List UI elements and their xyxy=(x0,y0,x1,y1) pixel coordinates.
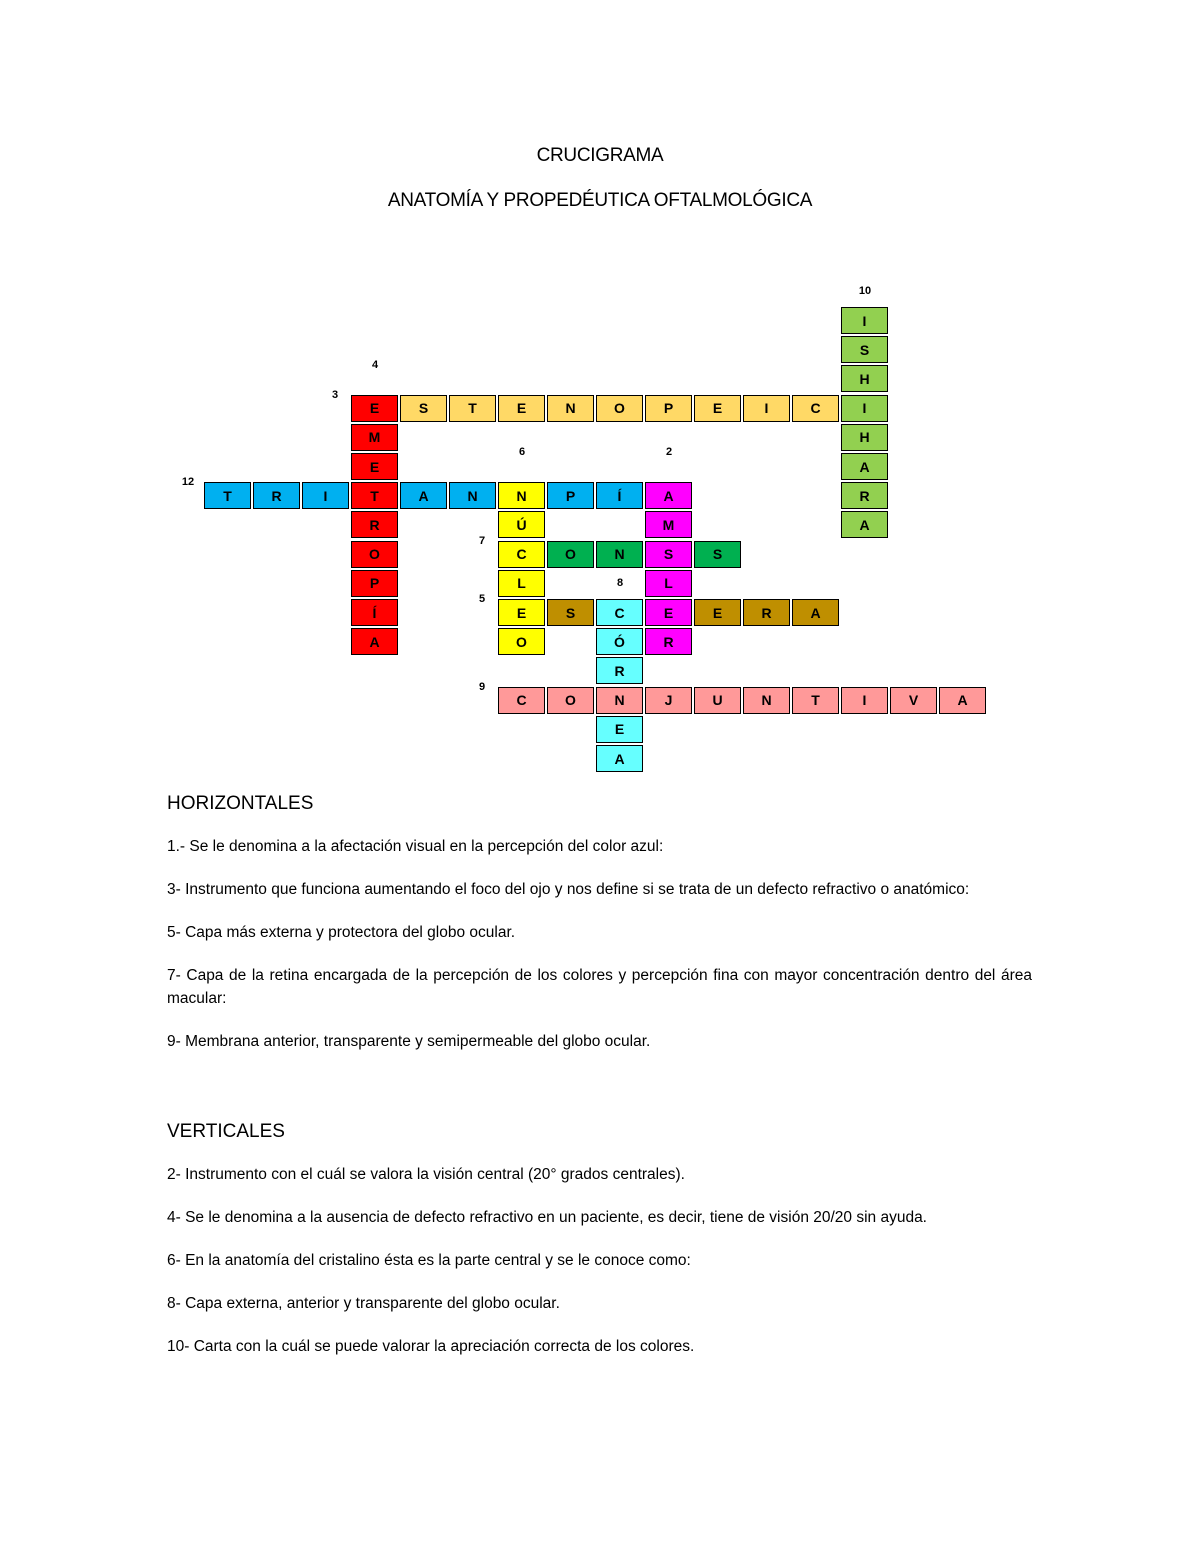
crossword-cell: N xyxy=(743,687,790,714)
crossword-cell: P xyxy=(351,570,398,597)
crossword-cell: I xyxy=(841,395,888,422)
crossword-cell: R xyxy=(841,482,888,509)
crossword-cell: E xyxy=(694,395,741,422)
crossword-cell: N xyxy=(449,482,496,509)
crossword-cell: C xyxy=(792,395,839,422)
crossword-cell: O xyxy=(351,541,398,568)
crossword-cell: Ú xyxy=(498,511,545,538)
crossword-cell: S xyxy=(547,599,594,626)
vertical-clue: 10- Carta con la cuál se puede valorar la apreciación correcta de los colores. xyxy=(167,1338,695,1355)
crossword-cell: J xyxy=(645,687,692,714)
crossword-cell: E xyxy=(645,599,692,626)
crossword-cell: C xyxy=(498,687,545,714)
crossword-cell: A xyxy=(792,599,839,626)
crossword-cell: M xyxy=(351,424,398,451)
crossword-cell: A xyxy=(596,745,643,772)
crossword-cell: S xyxy=(645,541,692,568)
clue-number: 6 xyxy=(518,446,526,459)
clue-number: 12 xyxy=(181,476,195,489)
crossword-cell: T xyxy=(792,687,839,714)
crossword-cell: A xyxy=(400,482,447,509)
crossword-cell: I xyxy=(841,307,888,334)
crossword-cell: U xyxy=(694,687,741,714)
crossword-cell: S xyxy=(841,336,888,363)
horizontal-clue: 5- Capa más externa y protectora del globo ocular. xyxy=(167,924,516,941)
crossword-cell: T xyxy=(351,482,398,509)
clue-number: 8 xyxy=(616,577,624,589)
crossword-cell: S xyxy=(694,541,741,568)
clue-number: 4 xyxy=(371,358,379,371)
page-title: CRUCIGRAMA xyxy=(536,145,664,166)
crossword-cell: E xyxy=(694,599,741,626)
vertical-clue: 4- Se le denomina a la ausencia de defecto refractivo en un paciente, es decir, tiene de visión 20/20 sin ayuda. xyxy=(167,1209,927,1226)
horizontal-clue: 9- Membrana anterior, transparente y semipermeable del globo ocular. xyxy=(167,1033,651,1050)
crossword-cell: L xyxy=(645,570,692,597)
crossword-cell: A xyxy=(939,687,986,714)
verticales-heading: VERTICALES xyxy=(167,1121,285,1142)
crossword-cell: O xyxy=(547,687,594,714)
clue-number: 10 xyxy=(858,285,872,297)
crossword-cell: H xyxy=(841,424,888,451)
clue-number: 3 xyxy=(331,388,339,401)
crossword-cell: V xyxy=(890,687,937,714)
crossword-cell: E xyxy=(498,395,545,422)
crossword-cell: N xyxy=(547,395,594,422)
crossword-cell: C xyxy=(596,599,643,626)
crossword-cell: R xyxy=(351,511,398,538)
crossword-cell: E xyxy=(596,716,643,743)
crossword-cell: A xyxy=(351,628,398,655)
crossword-cell: Í xyxy=(351,599,398,626)
horizontal-clue: 3- Instrumento que funciona aumentando el foco del ojo y nos define si se trata de un defecto refractivo o anatómico: xyxy=(167,881,970,898)
crossword-cell: R xyxy=(743,599,790,626)
crossword-cell: I xyxy=(743,395,790,422)
horizontal-clue: 1.- Se le denomina a la afectación visual en la percepción del color azul: xyxy=(167,838,664,855)
crossword-cell: E xyxy=(351,395,398,422)
crossword-cell: N xyxy=(596,687,643,714)
clue-number: 2 xyxy=(665,446,673,459)
clue-number: 5 xyxy=(478,593,486,605)
page-subtitle: ANATOMÍA Y PROPEDÉUTICA OFTALMOLÓGICA xyxy=(387,190,813,211)
crossword-cell: Ó xyxy=(596,628,643,655)
crossword-cell: T xyxy=(204,482,251,509)
crossword-cell: O xyxy=(498,628,545,655)
crossword-cell: I xyxy=(841,687,888,714)
crossword-cell: R xyxy=(645,628,692,655)
crossword-cell: H xyxy=(841,365,888,392)
crossword-cell: N xyxy=(596,541,643,568)
crossword-cell: P xyxy=(547,482,594,509)
crossword-cell: I xyxy=(302,482,349,509)
crossword-cell: O xyxy=(596,395,643,422)
clues-section xyxy=(167,793,1032,1378)
crossword-cell: R xyxy=(253,482,300,509)
crossword-cell: N xyxy=(498,482,545,509)
crossword-cell: A xyxy=(841,453,888,480)
clue-number: 7 xyxy=(478,534,486,547)
crossword-cell: T xyxy=(449,395,496,422)
crossword-cell: E xyxy=(351,453,398,480)
crossword-cell: E xyxy=(498,599,545,626)
crossword-cell: O xyxy=(547,541,594,568)
crossword-cell: C xyxy=(498,541,545,568)
horizontal-clue: 7- Capa de la retina encargada de la percepción de los colores y percepción fina con mayor concentración dentro del área macular: xyxy=(167,967,1032,1007)
crossword-cell: L xyxy=(498,570,545,597)
crossword-cell: M xyxy=(645,511,692,538)
horizontales-heading: HORIZONTALES xyxy=(167,793,314,814)
vertical-clue: 6- En la anatomía del cristalino ésta es la parte central y se le conoce como: xyxy=(167,1252,691,1269)
crossword-cell: S xyxy=(400,395,447,422)
crossword-cell: R xyxy=(596,657,643,684)
vertical-clue: 2- Instrumento con el cuál se valora la visión central (20° grados centrales). xyxy=(167,1166,685,1183)
vertical-clue: 8- Capa externa, anterior y transparente del globo ocular. xyxy=(167,1295,560,1312)
crossword-cell: A xyxy=(645,482,692,509)
clue-number: 9 xyxy=(478,680,486,693)
crossword-cell: Í xyxy=(596,482,643,509)
crossword-cell: A xyxy=(841,511,888,538)
crossword-cell: P xyxy=(645,395,692,422)
